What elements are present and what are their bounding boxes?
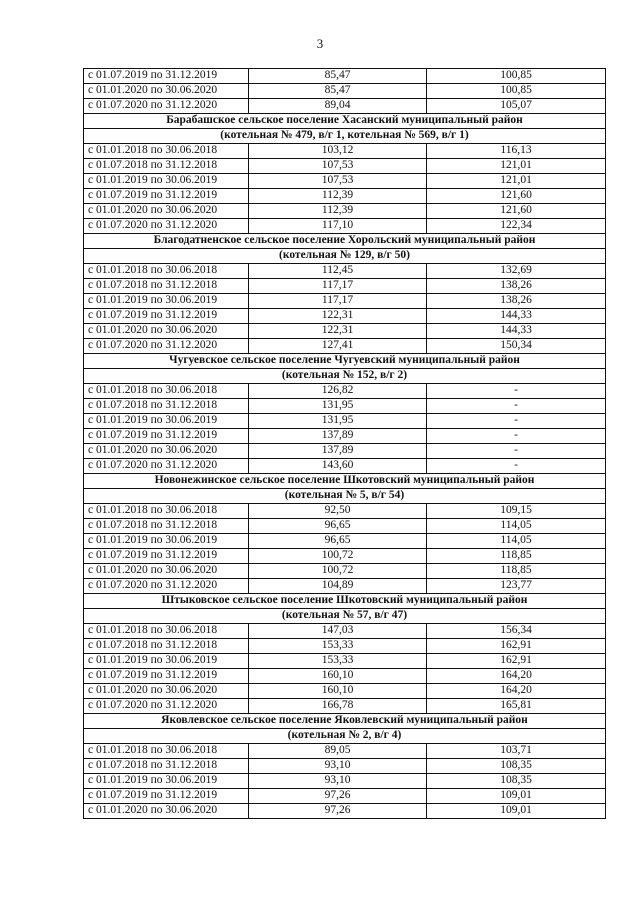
- value-cell-1: 89,05: [249, 744, 427, 759]
- value-cell-2: 114,05: [427, 519, 606, 534]
- value-cell-2: 156,34: [427, 624, 606, 639]
- table-row: [84, 204, 606, 219]
- period-cell: с 01.01.2019 по 30.06.2019: [84, 294, 249, 309]
- period-cell: с 01.01.2018 по 30.06.2018: [84, 504, 249, 519]
- value-cell-1: 147,03: [249, 624, 427, 639]
- section-title: Штыковское сельское поселение Шкотовский муниципальный район: [84, 594, 606, 609]
- period-cell: с 01.07.2018 по 31.12.2018: [84, 759, 249, 774]
- table-row: [84, 69, 606, 84]
- section-header-row: [84, 354, 606, 369]
- period-cell: с 01.07.2019 по 31.12.2019: [84, 309, 249, 324]
- period-cell: с 01.07.2019 по 31.12.2019: [84, 789, 249, 804]
- period-cell: с 01.01.2018 по 30.06.2018: [84, 384, 249, 399]
- value-cell-1: 97,26: [249, 789, 427, 804]
- period-cell: с 01.01.2019 по 30.06.2019: [84, 414, 249, 429]
- table-row: [84, 669, 606, 684]
- value-cell-2: 108,35: [427, 759, 606, 774]
- period-cell: с 01.01.2018 по 30.06.2018: [84, 264, 249, 279]
- table-row: [84, 639, 606, 654]
- table-row: [84, 744, 606, 759]
- value-cell-1: 122,31: [249, 309, 427, 324]
- value-cell-2: 109,01: [427, 804, 606, 819]
- value-cell-1: 97,26: [249, 804, 427, 819]
- value-cell-1: 131,95: [249, 399, 427, 414]
- value-cell-1: 107,53: [249, 159, 427, 174]
- table-row: [84, 699, 606, 714]
- value-cell-1: 160,10: [249, 669, 427, 684]
- period-cell: с 01.01.2020 по 30.06.2020: [84, 684, 249, 699]
- section-subtitle-row: [84, 369, 606, 384]
- table-row: [84, 654, 606, 669]
- value-cell-1: 137,89: [249, 444, 427, 459]
- value-cell-2: 105,07: [427, 99, 606, 114]
- table-row: [84, 219, 606, 234]
- section-header-row: [84, 114, 606, 129]
- period-cell: с 01.07.2020 по 31.12.2020: [84, 699, 249, 714]
- table-row: [84, 759, 606, 774]
- period-cell: с 01.07.2019 по 31.12.2019: [84, 429, 249, 444]
- value-cell-2: 162,91: [427, 654, 606, 669]
- period-cell: с 01.01.2019 по 30.06.2019: [84, 174, 249, 189]
- table-row: [84, 279, 606, 294]
- section-title: Яковлевское сельское поселение Яковлевский муниципальный район: [84, 714, 606, 729]
- value-cell-1: 137,89: [249, 429, 427, 444]
- value-cell-2: 165,81: [427, 699, 606, 714]
- value-cell-1: 103,12: [249, 144, 427, 159]
- value-cell-1: 85,47: [249, 84, 427, 99]
- period-cell: с 01.07.2020 по 31.12.2020: [84, 219, 249, 234]
- period-cell: с 01.07.2018 по 31.12.2018: [84, 399, 249, 414]
- value-cell-1: 96,65: [249, 534, 427, 549]
- value-cell-2: 132,69: [427, 264, 606, 279]
- table-row: [84, 189, 606, 204]
- period-cell: с 01.07.2018 по 31.12.2018: [84, 279, 249, 294]
- period-cell: с 01.01.2020 по 30.06.2020: [84, 564, 249, 579]
- value-cell-1: 143,60: [249, 459, 427, 474]
- value-cell-1: 112,45: [249, 264, 427, 279]
- value-cell-2: 100,85: [427, 84, 606, 99]
- period-cell: с 01.07.2019 по 31.12.2019: [84, 549, 249, 564]
- value-cell-1: 112,39: [249, 204, 427, 219]
- page-number: 3: [316, 36, 324, 51]
- value-cell-1: 100,72: [249, 549, 427, 564]
- period-cell: с 01.01.2018 по 30.06.2018: [84, 744, 249, 759]
- table-row: [84, 804, 606, 819]
- value-cell-1: 117,17: [249, 279, 427, 294]
- value-cell-2: -: [427, 429, 606, 444]
- period-cell: с 01.01.2019 по 30.06.2019: [84, 654, 249, 669]
- period-cell: с 01.07.2020 по 31.12.2020: [84, 339, 249, 354]
- period-cell: с 01.07.2019 по 31.12.2019: [84, 189, 249, 204]
- value-cell-1: 89,04: [249, 99, 427, 114]
- value-cell-1: 160,10: [249, 684, 427, 699]
- section-header-row: [84, 594, 606, 609]
- value-cell-2: 138,26: [427, 294, 606, 309]
- section-subtitle-row: [84, 729, 606, 744]
- table-row: [84, 159, 606, 174]
- period-cell: с 01.07.2019 по 31.12.2019: [84, 69, 249, 84]
- value-cell-2: 121,01: [427, 174, 606, 189]
- table-row: [84, 624, 606, 639]
- value-cell-2: 121,01: [427, 159, 606, 174]
- table-row: [84, 564, 606, 579]
- section-header-row: [84, 714, 606, 729]
- value-cell-2: 114,05: [427, 534, 606, 549]
- value-cell-2: 122,34: [427, 219, 606, 234]
- table-row: [84, 459, 606, 474]
- section-subtitle: (котельная № 479, в/г 1, котельная № 569, в/г 1): [84, 129, 606, 144]
- value-cell-2: 118,85: [427, 564, 606, 579]
- period-cell: с 01.01.2020 по 30.06.2020: [84, 84, 249, 99]
- value-cell-1: 153,33: [249, 639, 427, 654]
- period-cell: с 01.07.2020 по 31.12.2020: [84, 579, 249, 594]
- value-cell-2: 100,85: [427, 69, 606, 84]
- section-subtitle: (котельная № 152, в/г 2): [84, 369, 606, 384]
- section-subtitle-row: [84, 609, 606, 624]
- value-cell-1: 85,47: [249, 69, 427, 84]
- table-row: [84, 519, 606, 534]
- value-cell-2: 116,13: [427, 144, 606, 159]
- value-cell-1: 92,50: [249, 504, 427, 519]
- table-row: [84, 174, 606, 189]
- value-cell-1: 127,41: [249, 339, 427, 354]
- section-subtitle-row: [84, 129, 606, 144]
- table-row: [84, 534, 606, 549]
- table-row: [84, 84, 606, 99]
- section-subtitle-row: [84, 489, 606, 504]
- value-cell-2: 150,34: [427, 339, 606, 354]
- period-cell: с 01.01.2019 по 30.06.2019: [84, 534, 249, 549]
- value-cell-2: 164,20: [427, 684, 606, 699]
- value-cell-1: 166,78: [249, 699, 427, 714]
- value-cell-2: 138,26: [427, 279, 606, 294]
- table-row: [84, 579, 606, 594]
- value-cell-1: 104,89: [249, 579, 427, 594]
- section-header-row: [84, 474, 606, 489]
- table-row: [84, 444, 606, 459]
- table-row: [84, 294, 606, 309]
- value-cell-1: 131,95: [249, 414, 427, 429]
- period-cell: с 01.07.2018 по 31.12.2018: [84, 519, 249, 534]
- section-header-row: [84, 234, 606, 249]
- period-cell: с 01.01.2020 по 30.06.2020: [84, 324, 249, 339]
- value-cell-2: 103,71: [427, 744, 606, 759]
- section-title: Благодатненское сельское поселение Хорольский муниципальный район: [84, 234, 606, 249]
- section-subtitle: (котельная № 5, в/г 54): [84, 489, 606, 504]
- table-row: [84, 309, 606, 324]
- value-cell-2: 118,85: [427, 549, 606, 564]
- table-row: [84, 684, 606, 699]
- value-cell-2: 164,20: [427, 669, 606, 684]
- value-cell-2: -: [427, 459, 606, 474]
- value-cell-1: 93,10: [249, 759, 427, 774]
- value-cell-1: 107,53: [249, 174, 427, 189]
- table-row: [84, 324, 606, 339]
- value-cell-2: 121,60: [427, 189, 606, 204]
- value-cell-1: 117,10: [249, 219, 427, 234]
- table-row: [84, 99, 606, 114]
- value-cell-1: 96,65: [249, 519, 427, 534]
- period-cell: с 01.01.2018 по 30.06.2018: [84, 624, 249, 639]
- table-row: [84, 774, 606, 789]
- table-row: [84, 144, 606, 159]
- period-cell: с 01.01.2020 по 30.06.2020: [84, 804, 249, 819]
- table-row: [84, 414, 606, 429]
- section-subtitle: (котельная № 129, в/г 50): [84, 249, 606, 264]
- section-title: Чугуевское сельское поселение Чугуевский муниципальный район: [84, 354, 606, 369]
- value-cell-2: -: [427, 444, 606, 459]
- value-cell-1: 126,82: [249, 384, 427, 399]
- section-subtitle-row: [84, 249, 606, 264]
- value-cell-2: 121,60: [427, 204, 606, 219]
- period-cell: с 01.07.2020 по 31.12.2020: [84, 459, 249, 474]
- table-row: [84, 264, 606, 279]
- value-cell-2: 162,91: [427, 639, 606, 654]
- value-cell-2: 144,33: [427, 324, 606, 339]
- section-subtitle: (котельная № 57, в/г 47): [84, 609, 606, 624]
- period-cell: с 01.07.2019 по 31.12.2019: [84, 669, 249, 684]
- value-cell-1: 93,10: [249, 774, 427, 789]
- table-row: [84, 549, 606, 564]
- value-cell-1: 100,72: [249, 564, 427, 579]
- value-cell-2: 108,35: [427, 774, 606, 789]
- section-title: Новонежинское сельское поселение Шкотовский муниципальный район: [84, 474, 606, 489]
- table-row: [84, 504, 606, 519]
- value-cell-1: 112,39: [249, 189, 427, 204]
- value-cell-1: 122,31: [249, 324, 427, 339]
- table-row: [84, 339, 606, 354]
- period-cell: с 01.07.2020 по 31.12.2020: [84, 99, 249, 114]
- value-cell-2: -: [427, 399, 606, 414]
- table-row: [84, 429, 606, 444]
- table-row: [84, 789, 606, 804]
- period-cell: с 01.07.2018 по 31.12.2018: [84, 159, 249, 174]
- value-cell-2: 109,01: [427, 789, 606, 804]
- value-cell-2: 123,77: [427, 579, 606, 594]
- value-cell-2: 144,33: [427, 309, 606, 324]
- table-row: [84, 384, 606, 399]
- value-cell-1: 153,33: [249, 654, 427, 669]
- value-cell-2: -: [427, 384, 606, 399]
- section-title: Барабашское сельское поселение Хасанский муниципальный район: [84, 114, 606, 129]
- section-subtitle: (котельная № 2, в/г 4): [84, 729, 606, 744]
- tariff-table-body: [84, 69, 606, 819]
- period-cell: с 01.01.2020 по 30.06.2020: [84, 204, 249, 219]
- value-cell-2: 109,15: [427, 504, 606, 519]
- tariff-table: [83, 68, 606, 819]
- table-row: [84, 399, 606, 414]
- period-cell: с 01.07.2018 по 31.12.2018: [84, 639, 249, 654]
- period-cell: с 01.01.2020 по 30.06.2020: [84, 444, 249, 459]
- value-cell-1: 117,17: [249, 294, 427, 309]
- value-cell-2: -: [427, 414, 606, 429]
- period-cell: с 01.01.2018 по 30.06.2018: [84, 144, 249, 159]
- period-cell: с 01.01.2019 по 30.06.2019: [84, 774, 249, 789]
